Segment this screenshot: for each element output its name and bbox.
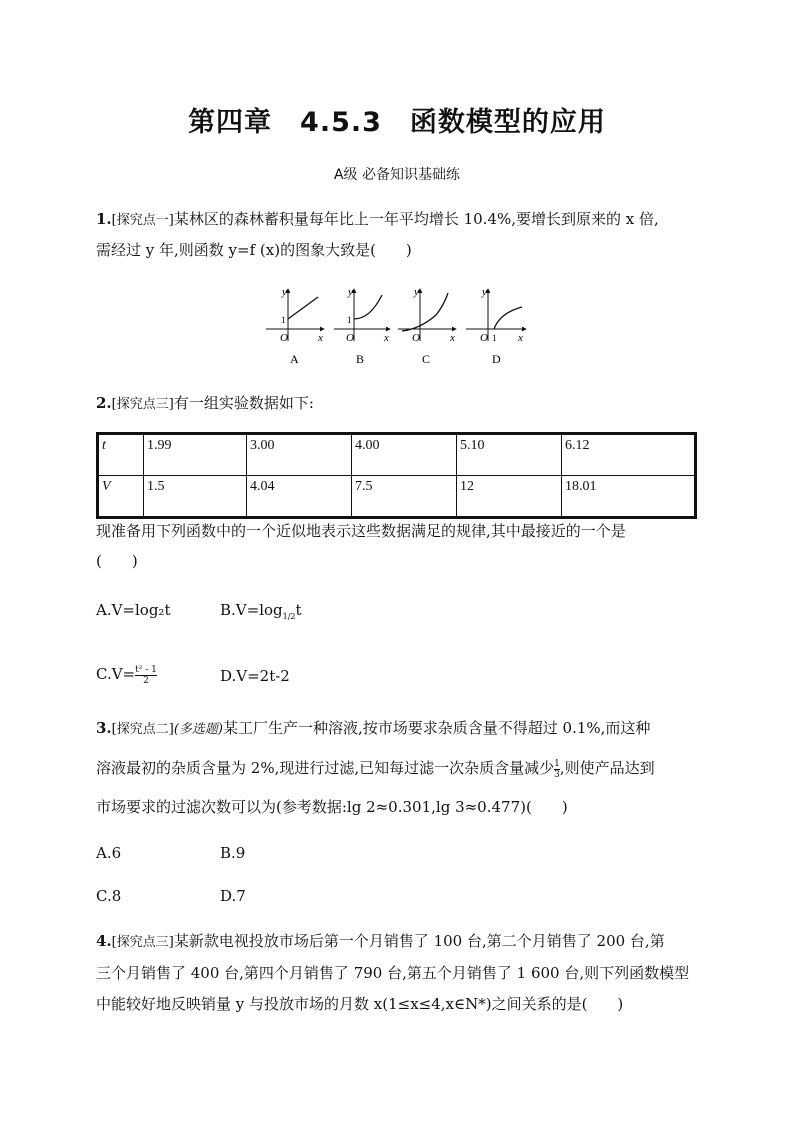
question-1-line-2: 需经过 y 年,则函数 y=f (x)的图象大致是( ): [96, 241, 412, 259]
graph-c-label: C: [422, 352, 431, 366]
option-b: B.9: [220, 844, 246, 862]
question-3-line-3: 市场要求的过滤次数可以为(参考数据:lg 2≈0.301,lg 3≈0.477)( ): [96, 798, 568, 816]
option-c: [96, 664, 157, 686]
question-4-line-1: [96, 931, 665, 953]
question-1-graphs: [260, 283, 540, 369]
table-cell: 3.00: [247, 434, 352, 476]
table-cell: 1.5: [144, 476, 247, 518]
table-cell: 7.5: [352, 476, 457, 518]
graph-b-label: B: [356, 352, 365, 366]
fraction-numerator: 1: [554, 758, 560, 769]
svg-text:O: O: [346, 332, 354, 344]
table-cell: 4.00: [352, 434, 457, 476]
svg-text:1: 1: [347, 315, 352, 325]
multi-choice-tag: (多选题): [173, 722, 223, 737]
graph-a-label: A: [290, 352, 299, 366]
question-text: 有一组实验数据如下:: [173, 394, 314, 412]
graph-a: [266, 286, 324, 366]
svg-text:x: x: [318, 332, 323, 344]
option-b-sub: 1/2: [282, 612, 296, 621]
svg-text:x: x: [518, 332, 523, 344]
option-a: A.V=log₂t: [96, 601, 171, 619]
question-tag: [探究点三]: [111, 397, 174, 412]
graph-d: [466, 286, 526, 366]
question-4-line-3: 中能较好地反映销量 y 与投放市场的月数 x(1≤x≤4,x∈N*)之间关系的是( ): [96, 995, 624, 1013]
table-cell: 12: [457, 476, 562, 518]
question-text: 溶液最初的杂质含量为 2%,现进行过滤,已知每过滤一次杂质含量减少: [96, 759, 555, 777]
question-tag: [探究点三]: [111, 935, 174, 950]
option-d: D.V=2t-2: [220, 667, 290, 685]
svg-text:O: O: [412, 332, 420, 344]
graph-c: [398, 286, 456, 366]
question-text: ,则使产品达到: [559, 759, 655, 777]
option-b: [220, 600, 302, 627]
data-table: [96, 432, 697, 519]
table-cell: t: [98, 434, 144, 476]
question-number: 4.: [96, 932, 112, 950]
graph-d-label: D: [492, 352, 501, 366]
question-2-after-2: ( ): [96, 552, 138, 570]
svg-text:1: 1: [281, 315, 286, 325]
question-3-line-1: [96, 718, 650, 740]
svg-text:1: 1: [492, 333, 497, 343]
question-text: 某新款电视投放市场后第一个月销售了 100 台,第二个月销售了 200 台,第: [173, 932, 665, 950]
table-cell: 6.12: [562, 434, 696, 476]
svg-text:O: O: [280, 332, 288, 344]
table-cell: V: [98, 476, 144, 518]
table-row: [98, 476, 696, 518]
table-cell: 18.01: [562, 476, 696, 518]
option-c-fraction: [135, 665, 157, 686]
option-d: D.7: [220, 887, 246, 905]
question-number: 2.: [96, 394, 112, 412]
question-number: 1.: [96, 210, 112, 228]
svg-text:y: y: [348, 286, 353, 298]
table-cell: 4.04: [247, 476, 352, 518]
svg-text:y: y: [414, 286, 419, 298]
svg-text:y: y: [482, 286, 487, 298]
fraction-denominator: 2: [143, 675, 149, 686]
svg-text:x: x: [384, 332, 389, 344]
table-cell: 5.10: [457, 434, 562, 476]
question-1-line-1: [96, 209, 659, 231]
level-subtitle: A级 必备知识基础练: [333, 167, 461, 183]
question-3-line-2: [96, 758, 655, 780]
option-b-var: t: [295, 601, 302, 619]
question-text: 某林区的森林蓄积量每年比上一年平均增长 10.4%,要增长到原来的 x 倍,: [173, 210, 659, 228]
question-2-line-1: [96, 393, 314, 415]
question-4-line-2: 三个月销售了 400 台,第四个月销售了 790 台,第五个月销售了 1 600 台,则下列函数模型: [96, 964, 690, 982]
option-c: C.8: [96, 887, 122, 905]
page-title: 第四章 4.5.3 函数模型的应用: [188, 107, 606, 138]
table-cell: 1.99: [144, 434, 247, 476]
svg-text:y: y: [282, 286, 287, 298]
graph-b: [334, 286, 390, 366]
svg-text:x: x: [450, 332, 455, 344]
question-text: 某工厂生产一种溶液,按市场要求杂质含量不得超过 0.1%,而这种: [222, 719, 651, 737]
question-tag: [探究点二]: [111, 722, 174, 737]
question-2-after-1: 现准备用下列函数中的一个近似地表示这些数据满足的规律,其中最接近的一个是: [96, 522, 626, 540]
option-b-text: B.V=log: [220, 601, 283, 619]
option-c-text: C.V=: [96, 665, 136, 683]
question-number: 3.: [96, 719, 112, 737]
table-row: [98, 434, 696, 476]
option-a: A.6: [96, 844, 122, 862]
fraction-denominator: 3: [554, 769, 560, 780]
question-tag: [探究点一]: [111, 213, 174, 228]
fraction-numerator: t² - 1: [135, 664, 157, 675]
svg-text:O: O: [480, 332, 488, 344]
